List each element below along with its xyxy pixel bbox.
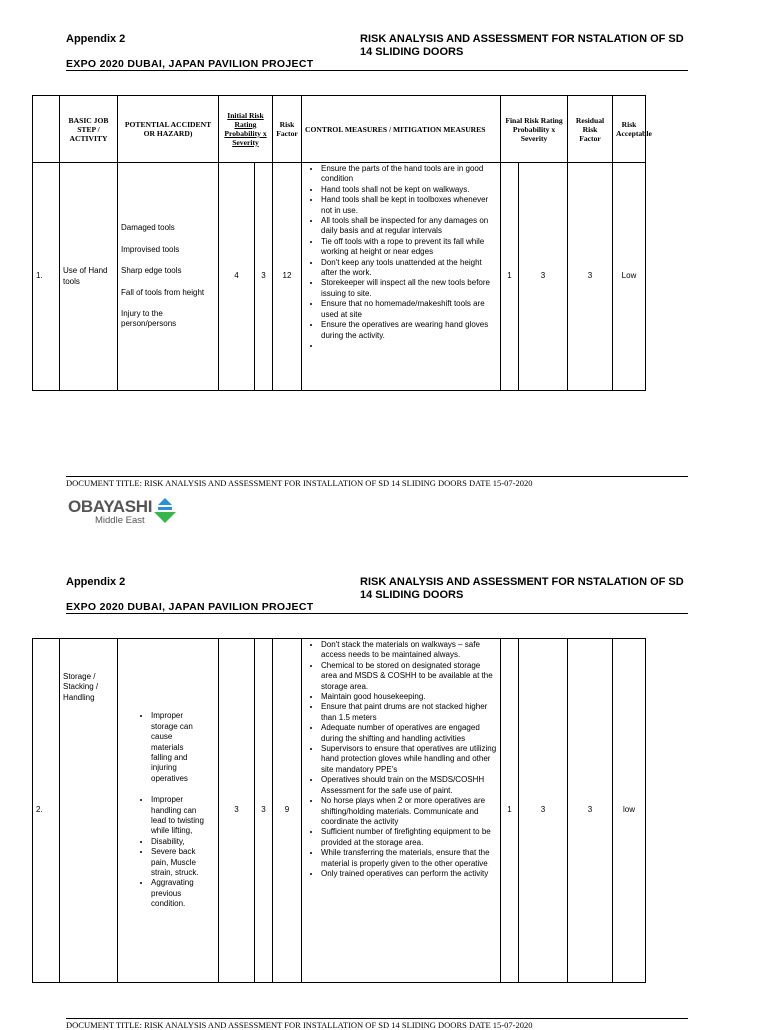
col-risk-factor: Risk Factor (273, 96, 302, 163)
hazard-item: • Severe back pain, Muscle strain, struck. (151, 847, 205, 878)
footer-rule-2 (66, 1018, 688, 1019)
hazard-item: • Disability, (151, 837, 205, 847)
risk-table-2 (32, 638, 646, 983)
hazard-item: Sharp edge tools (121, 266, 182, 276)
footer-rule (66, 476, 688, 477)
logo-sub: Middle East (95, 515, 145, 526)
col-final-risk: Final Risk Rating Probability x Severity (501, 96, 568, 163)
control-item: • No horse plays when 2 or more operatives are shifting/holding materials. Communicate and coordinate the activity (321, 796, 497, 827)
control-item: • Don't stack the materials on walkways – safe access needs to be maintained always. (321, 640, 497, 661)
table-row (33, 639, 646, 983)
control-item: • Ensure that no homemade/makeshift tools are used at site (321, 299, 497, 320)
control-item: • While transferring the materials, ensure that the material is properly given to the other operative (321, 848, 497, 869)
row-final-probability: 1 (501, 163, 519, 391)
document-title-2: RISK ANALYSIS AND ASSESSMENT FOR NSTALATION OF SD 14 SLIDING DOORS (360, 576, 684, 601)
row-final-severity: 3 (519, 639, 568, 983)
control-item: • Storekeeper will inspect all the new tools before issuing to site. (321, 278, 497, 299)
document-title: RISK ANALYSIS AND ASSESSMENT FOR NSTALATION OF SD 14 SLIDING DOORS (360, 33, 684, 58)
col-acceptable: Risk Acceptable (613, 96, 646, 163)
row-final-probability: 1 (501, 639, 519, 983)
control-item: • Ensure the operatives are wearing hand gloves during the activity. (321, 320, 497, 341)
row-probability: 3 (219, 639, 255, 983)
footer-document-title: DOCUMENT TITLE: RISK ANALYSIS AND ASSESSMENT FOR INSTALLATION OF SD 14 SLIDING DOORS DATE 15-07-2020 (66, 478, 533, 488)
row-acceptable: Low (613, 163, 646, 391)
control-item: • Adequate number of operatives are engaged during the shifting and handling activities (321, 723, 497, 744)
hazard-item: • Aggravating previous condition. (151, 878, 205, 909)
hazard-item: Fall of tools from height (121, 287, 205, 297)
col-initial-risk: Initial Risk Rating Probability x Severity (219, 96, 273, 163)
control-item: • Don't keep any tools unattended at the height after the work. (321, 258, 497, 279)
row-risk-factor: 12 (273, 163, 302, 391)
col-number (33, 96, 60, 163)
footer-document-title-2: DOCUMENT TITLE: RISK ANALYSIS AND ASSESSMENT FOR INSTALLATION OF SD 14 SLIDING DOORS DATE 15-07-2020 (66, 1020, 533, 1030)
hazard-item: • Improper storage can cause materials falling and injuring operatives (151, 711, 205, 784)
col-control-measures: CONTROL MEASURES / MITIGATION MEASURES (302, 96, 501, 163)
control-item: • Maintain good housekeeping. (321, 692, 497, 702)
col-potential-accident: POTENTIAL ACCIDENT OR HAZARD) (118, 96, 219, 163)
risk-table-1 (32, 95, 652, 391)
row-final-severity: 3 (519, 163, 568, 391)
control-item: • Operatives should train on the MSDS/COSHH Assessment for the safe use of paint. (321, 775, 497, 796)
header-rule (66, 70, 688, 71)
row-number: 1. (33, 163, 60, 391)
control-item: • Chemical to be stored on designated storage area and MSDS & COSHH to be available at the storage area. (321, 661, 497, 692)
logo-arrows-icon (152, 498, 178, 524)
appendix-label: Appendix 2 (66, 33, 126, 45)
row-risk-factor: 9 (273, 639, 302, 983)
row-severity: 3 (255, 163, 273, 391)
table-row (33, 163, 646, 391)
control-item: • Supervisors to ensure that operatives are utilizing hand protection gloves while handling and other site mandatory PPE's (321, 744, 497, 775)
header-rule-2 (66, 613, 688, 614)
project-name-2: EXPO 2020 DUBAI, JAPAN PAVILION PROJECT (66, 601, 314, 613)
project-name: EXPO 2020 DUBAI, JAPAN PAVILION PROJECT (66, 58, 314, 70)
row-severity: 3 (255, 639, 273, 983)
control-item: • Sufficient number of firefighting equipment to be provided at the storage area. (321, 827, 497, 848)
row-controls (302, 163, 501, 391)
row-probability: 4 (219, 163, 255, 391)
row-hazards (118, 163, 219, 391)
appendix-label-2: Appendix 2 (66, 576, 126, 588)
row-residual: 3 (568, 163, 613, 391)
table-header-row (33, 96, 646, 163)
row-acceptable: low (613, 639, 646, 983)
row-activity: Use of Hand tools (60, 163, 118, 391)
control-item: • Only trained operatives can perform the activity (321, 869, 497, 879)
row-hazards (118, 639, 219, 983)
control-item: • All tools shall be inspected for any damages on daily basis and at regular intervals (321, 216, 497, 237)
control-item: • Ensure the parts of the hand tools are in good condition (321, 164, 497, 185)
control-item: • Hand tools shall be kept in toolboxes whenever not in use. (321, 195, 497, 216)
row-number: 2. (33, 639, 60, 983)
hazard-item: • Improper handling can lead to twisting while lifting, (151, 795, 205, 837)
col-basic-job-step: BASIC JOB STEP / ACTIVITY (60, 96, 118, 163)
row-controls (302, 639, 501, 983)
obayashi-logo (68, 497, 188, 527)
col-residual-risk: Residual Risk Factor (568, 96, 613, 163)
control-item: • Ensure that paint drums are not stacked higher than 1.5 meters (321, 702, 497, 723)
control-item: • Hand tools shall not be kept on walkways. (321, 185, 497, 195)
hazard-item: Injury to the person/persons (121, 308, 177, 329)
hazard-item: Improvised tools (121, 244, 180, 254)
row-activity: Storage / Stacking / Handling (60, 639, 118, 983)
row-residual: 3 (568, 639, 613, 983)
hazard-item: Damaged tools (121, 223, 175, 233)
control-item: • Tie off tools with a rope to prevent its fall while working at height or near edges (321, 237, 497, 258)
logo-name: OBAYASHI (68, 497, 153, 516)
control-item (321, 341, 497, 351)
